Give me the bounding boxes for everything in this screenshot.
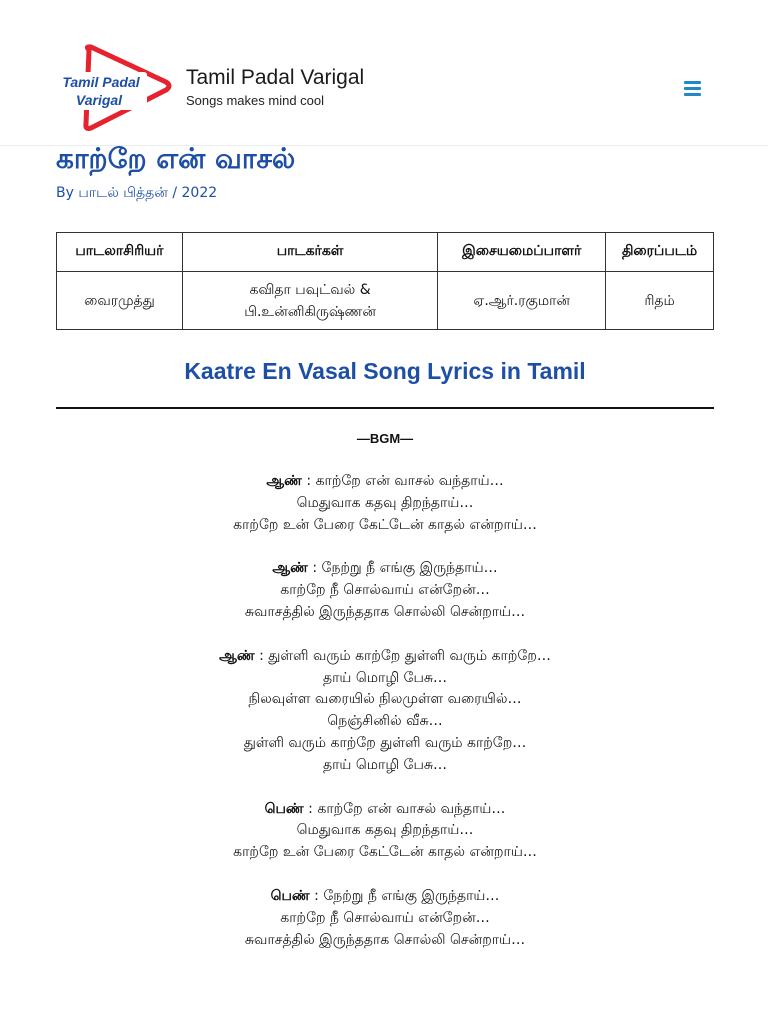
logo-text-line1: Tamil Padal <box>62 74 140 90</box>
lyric-text: தாய் மொழி பேசு… <box>322 756 448 773</box>
lyric-text: நேற்று நீ எங்கு இருந்தாய்… <box>323 887 500 904</box>
lyrics-verse <box>56 799 714 864</box>
post-by-label: By <box>56 185 74 201</box>
lyric-text: தாய் மொழி பேசு… <box>322 669 448 686</box>
cell-lyricist: வைரமுத்து <box>57 272 183 330</box>
song-info-table <box>56 232 714 330</box>
lyric-text: காற்றே உன் பேரை கேட்டேன் காதல் என்றாய்… <box>233 844 537 861</box>
post-author-link[interactable]: பாடல் பித்தன் <box>78 185 168 201</box>
lyric-line <box>56 515 714 537</box>
lyric-line: ஆண் : துள்ளி வரும் காற்றே துள்ளி வரும் காற்றே… <box>219 647 551 664</box>
lyric-line <box>56 842 714 864</box>
lyric-text: துள்ளி வரும் காற்றே துள்ளி வரும் காற்றே… <box>243 734 527 751</box>
lyric-line <box>56 733 714 755</box>
table-header-row <box>57 233 714 272</box>
header-lyricist: பாடலாசிரியர் <box>57 233 183 272</box>
lyric-line <box>56 580 714 602</box>
lyric-line <box>56 908 714 930</box>
header-singers: பாடகர்கள் <box>182 233 437 272</box>
lyric-line <box>56 602 714 624</box>
singers-line2: பி.உன்னிகிருஷ்ணன் <box>244 303 376 320</box>
speaker-label: ஆண் <box>219 647 255 664</box>
lyric-line <box>56 755 714 777</box>
speaker-label: ஆண் <box>272 560 308 577</box>
divider <box>56 407 714 409</box>
lyric-text: காற்றே நீ சொல்வாய் என்றேன்… <box>280 909 490 926</box>
lyric-line: ஆண் : நேற்று நீ எங்கு இருந்தாய்… <box>272 560 498 577</box>
lyric-text: நேற்று நீ எங்கு இருந்தாய்… <box>321 560 498 577</box>
lyric-line: பெண் : காற்றே என் வாசல் வந்தாய்… <box>264 800 506 817</box>
page-title: காற்றே என் வாசல் <box>56 142 296 175</box>
lyric-line <box>56 493 714 515</box>
lyric-line <box>56 930 714 952</box>
lyric-text: சுவாசத்தில் இருந்ததாக சொல்லி சென்றாய்… <box>244 603 526 620</box>
hamburger-menu-icon[interactable] <box>682 79 704 97</box>
site-logo[interactable] <box>55 38 173 133</box>
header-composer: இசையமைப்பாளர் <box>438 233 606 272</box>
lyrics-verse <box>56 646 714 777</box>
lyric-line <box>56 820 714 842</box>
lyric-line <box>56 689 714 711</box>
lyric-text: நெஞ்சினில் வீசு… <box>327 713 443 730</box>
lyric-text: காற்றே என் வாசல் வந்தாய்… <box>315 473 504 489</box>
speaker-label: பெண் <box>270 887 310 904</box>
cell-composer: ஏ.ஆர்.ரகுமான் <box>438 272 606 330</box>
lyrics-verse <box>56 471 714 536</box>
speaker-label: ஆண் <box>266 473 302 489</box>
lyric-line <box>56 711 714 733</box>
lyric-text: காற்றே உன் பேரை கேட்டேன் காதல் என்றாய்… <box>233 516 537 533</box>
lyrics-body <box>56 428 714 951</box>
lyric-line: ஆண் : காற்றே என் வாசல் வந்தாய்… <box>266 473 504 489</box>
verses-container <box>56 471 714 951</box>
lyrics-verse <box>56 558 714 623</box>
bgm-label: —BGM— <box>356 431 414 446</box>
lyric-text: மெதுவாக கதவு திறந்தாய்… <box>296 494 474 511</box>
lyric-text: மெதுவாக கதவு திறந்தாய்… <box>296 822 474 839</box>
site-tagline: Songs makes mind cool <box>186 93 325 108</box>
speaker-label: பெண் <box>264 800 304 817</box>
lyric-text: சுவாசத்தில் இருந்ததாக சொல்லி சென்றாய்… <box>244 931 526 948</box>
logo-text-line2: Varigal <box>75 92 123 108</box>
cell-film: ரிதம் <box>606 272 714 330</box>
cell-singers <box>182 272 437 330</box>
header-film: திரைப்படம் <box>606 233 714 272</box>
post-meta <box>56 185 217 203</box>
post-year: 2022 <box>181 185 218 201</box>
play-triangle-logo-icon <box>55 38 173 133</box>
site-title[interactable]: Tamil Padal Varigal <box>186 66 365 89</box>
lyric-line <box>56 668 714 690</box>
lyric-text: நிலவுள்ள வரையில் நிலமுள்ள வரையில்… <box>248 691 522 708</box>
lyric-text: துள்ளி வரும் காற்றே துள்ளி வரும் காற்றே… <box>268 647 551 664</box>
post-meta-separator: / <box>172 185 178 201</box>
lyric-text: காற்றே நீ சொல்வாய் என்றேன்… <box>280 582 490 599</box>
lyrics-heading: Kaatre En Vasal Song Lyrics in Tamil <box>184 358 586 384</box>
table-row <box>57 272 714 330</box>
lyric-line: பெண் : நேற்று நீ எங்கு இருந்தாய்… <box>270 887 500 904</box>
lyrics-verse <box>56 886 714 951</box>
lyric-text: காற்றே என் வாசல் வந்தாய்… <box>317 800 506 817</box>
site-header <box>0 0 768 146</box>
singers-line1: கவிதா பவுட்வல் & <box>249 281 371 298</box>
